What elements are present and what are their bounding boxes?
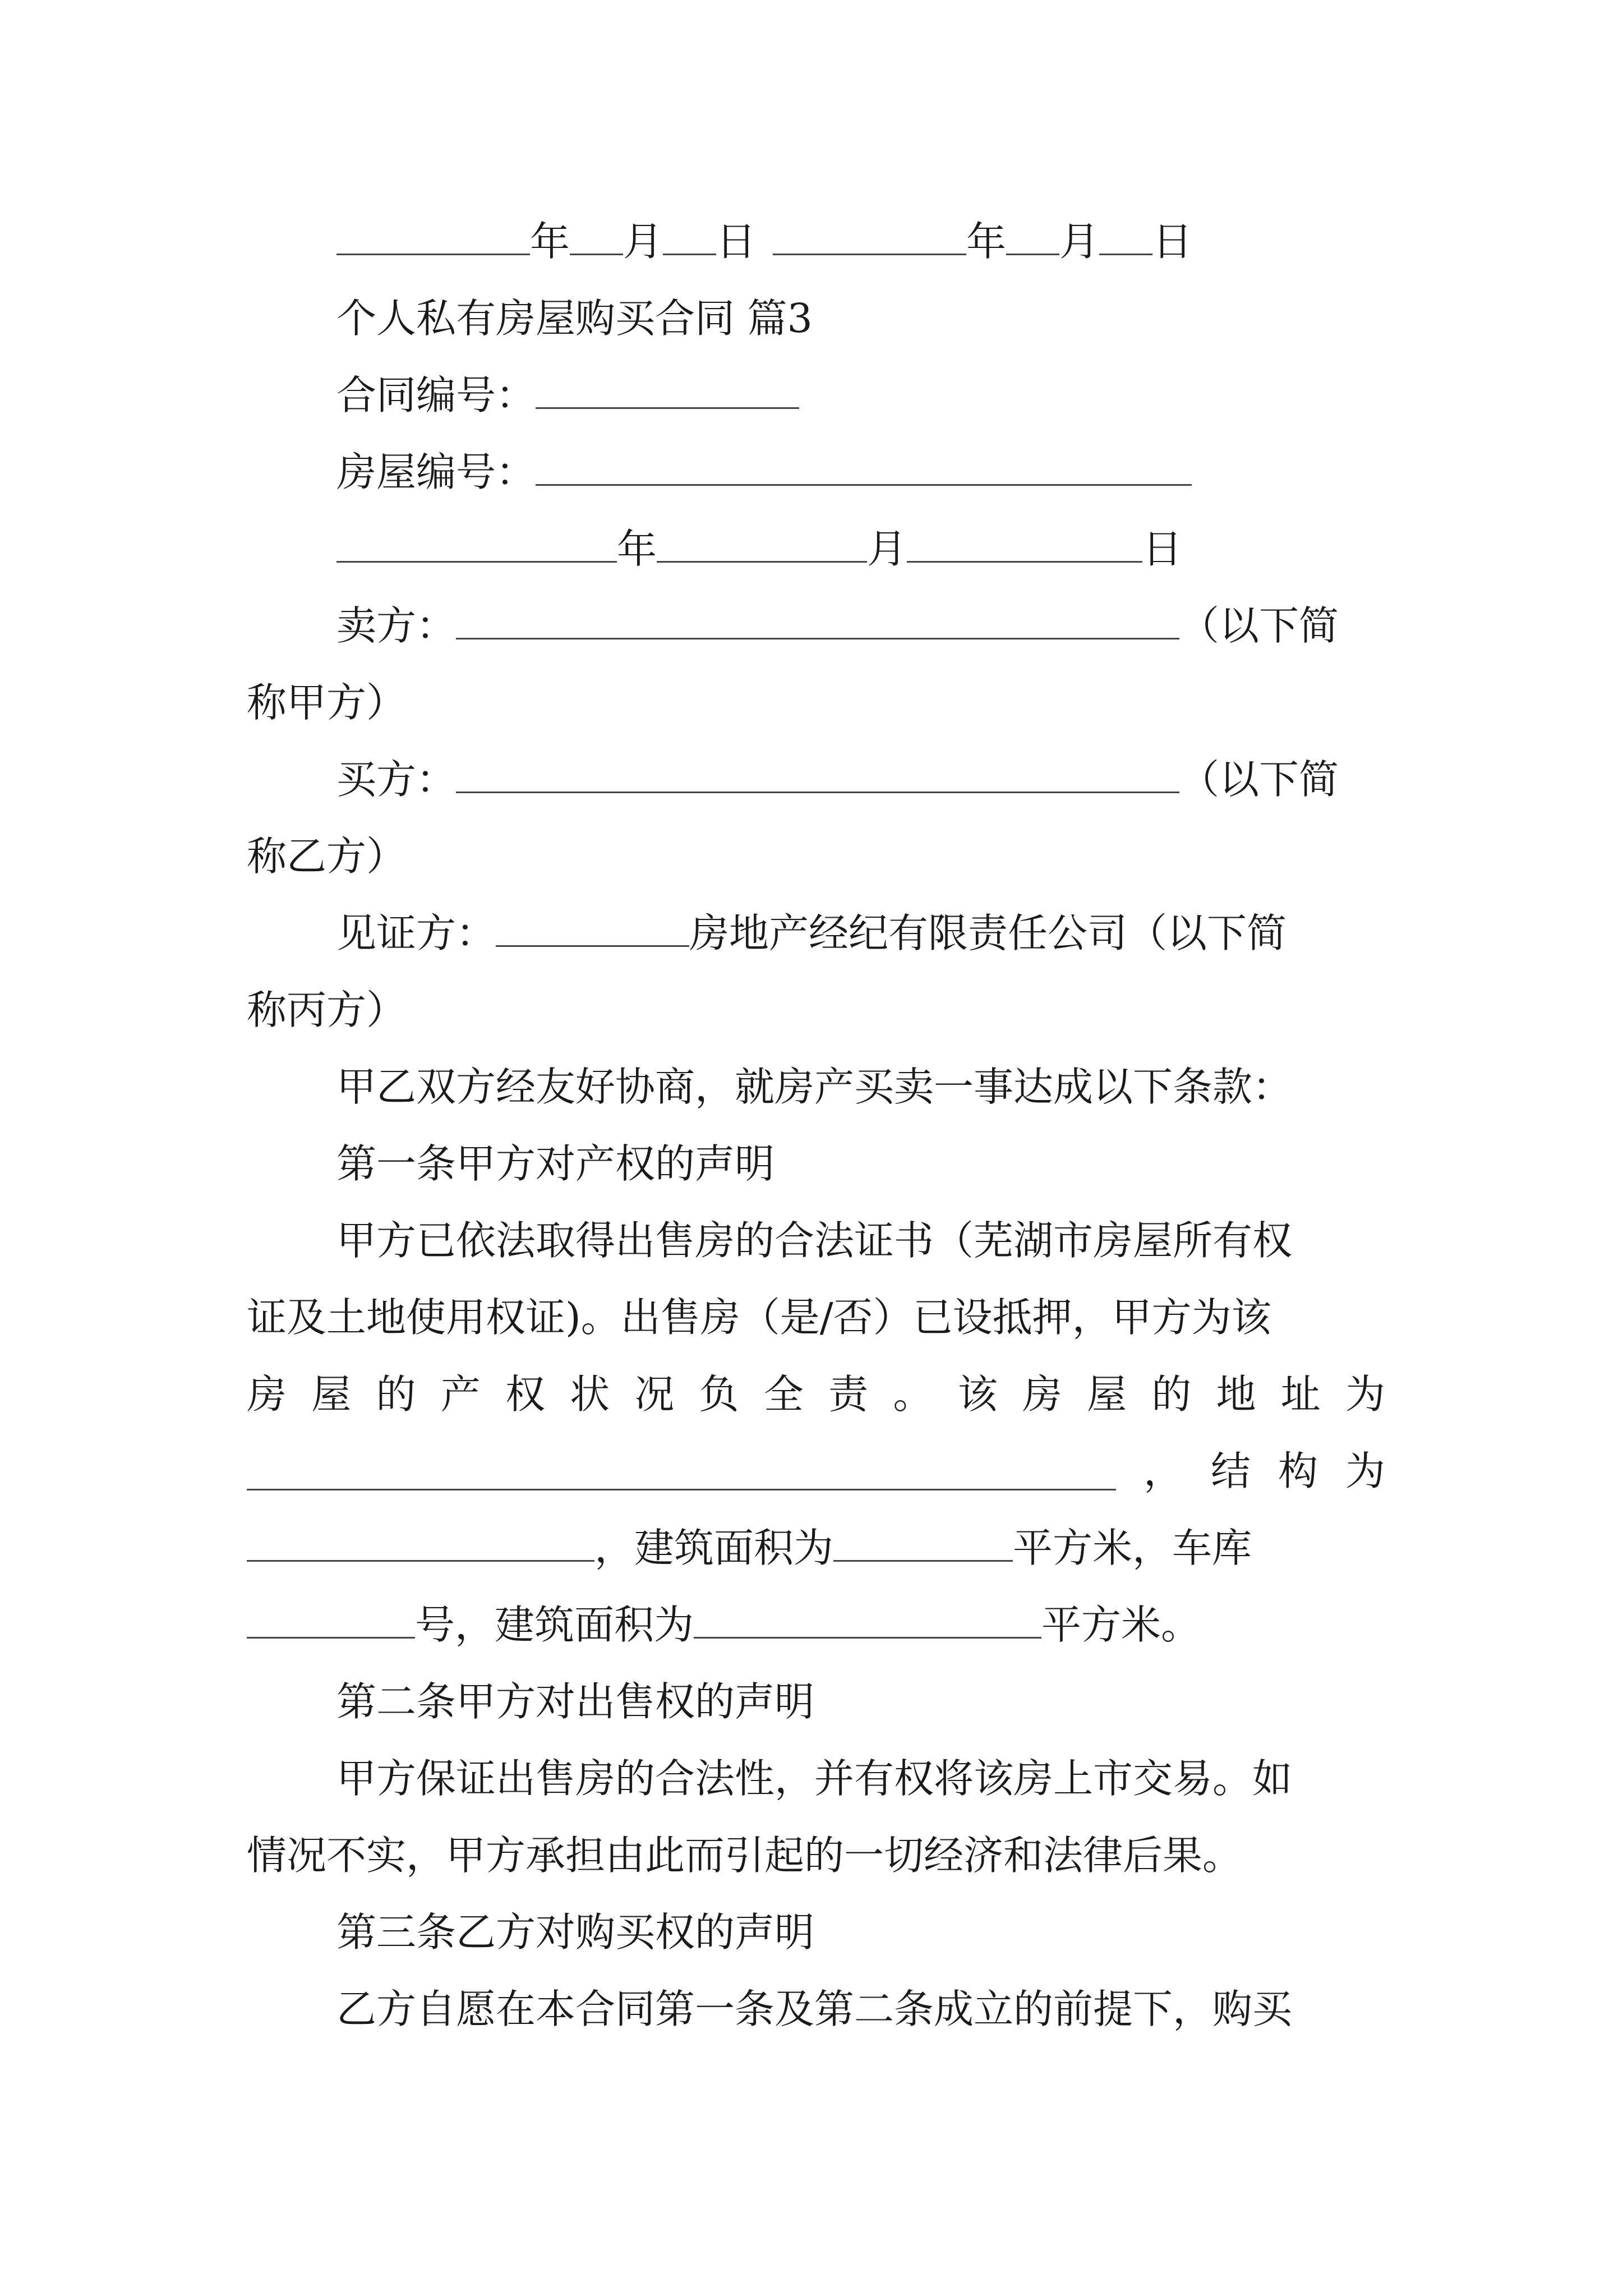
article-1-structure-line: [247, 1438, 1385, 1505]
seller-label: 卖方：: [336, 602, 457, 649]
contract-number-label: 合同编号：: [336, 372, 536, 418]
text-char: 为: [1345, 1371, 1385, 1418]
article-2-text: 甲方保证出售房的合法性，并有权将该房上市交易。如: [336, 1755, 1293, 1802]
text-char: 屋: [1087, 1371, 1127, 1418]
article-3-text: 乙方自愿在本合同第一条及第二条成立的前提下，购买: [336, 1986, 1293, 2032]
witness-continuation: 称丙方）: [247, 987, 407, 1033]
year-label: 年: [530, 218, 570, 265]
text-char: 状: [570, 1371, 610, 1418]
text-char: 该: [957, 1371, 998, 1418]
blank-field: [336, 218, 530, 255]
contract-number-blank: [536, 371, 799, 409]
house-number-blank: [536, 448, 1192, 486]
text-char: 地: [1216, 1371, 1256, 1418]
seller-suffix: （以下简: [1179, 602, 1339, 649]
article-1-text: 甲方已依法取得出售房的合法证书（芜湖市房屋所有权: [336, 1217, 1293, 1264]
buyer-line: [336, 746, 1385, 813]
seller-continuation: 称甲方）: [247, 679, 407, 726]
text-char: 的: [376, 1371, 416, 1418]
day-label: 日: [716, 218, 757, 265]
buyer-blank: [456, 756, 1179, 793]
structure-blank: [247, 1524, 594, 1562]
witness-label: 见证方：: [336, 910, 496, 956]
text-char: 的: [1151, 1371, 1192, 1418]
blank-field: [570, 218, 623, 255]
month-label: 月: [623, 218, 663, 265]
year-label: 年: [966, 218, 1007, 265]
house-number-label: 房屋编号：: [336, 449, 536, 495]
address-blank: [247, 1453, 1116, 1490]
text-char: 房: [247, 1371, 287, 1418]
article-1-heading: 第一条甲方对产权的声明: [336, 1140, 775, 1187]
blank-field: [907, 525, 1142, 563]
text-char: 。: [893, 1371, 933, 1418]
unit-label: 平方米。: [1041, 1602, 1201, 1648]
text-char: 结: [1210, 1448, 1251, 1494]
text-char: 负: [699, 1371, 739, 1418]
blank-field: [1006, 218, 1059, 255]
contract-date-line: [336, 516, 1385, 583]
article-1-address-line: [247, 1361, 1385, 1428]
month-label: 月: [867, 526, 907, 572]
month-label: 月: [1059, 218, 1100, 265]
blank-field: [663, 218, 716, 255]
article-1-area-line: [247, 1515, 1385, 1582]
blank-field: [657, 525, 867, 563]
area-label: ，建筑面积为: [594, 1525, 834, 1571]
text-char: 责: [828, 1371, 869, 1418]
buyer-suffix: （以下简: [1179, 756, 1339, 803]
intro-paragraph: 甲乙双方经友好协商，就房产买卖一事达成以下条款：: [336, 1064, 1293, 1110]
text-char: ，: [1143, 1448, 1183, 1494]
text-char: 房: [1022, 1371, 1062, 1418]
text-char: 产: [440, 1371, 481, 1418]
blank-field: [773, 218, 966, 255]
article-1-garage-line: [247, 1591, 1385, 1659]
text-char: 权: [505, 1371, 545, 1418]
house-number-line: [336, 439, 1385, 506]
seller-blank: [456, 602, 1179, 639]
garage-area-blank: [694, 1601, 1041, 1639]
witness-blank: [496, 909, 689, 947]
day-label: 日: [1142, 526, 1183, 572]
article-3-heading: 第三条乙方对购买权的声明: [336, 1909, 815, 1955]
buyer-continuation: 称乙方）: [247, 833, 407, 880]
area-blank: [833, 1524, 1013, 1562]
text-char: 况: [634, 1371, 675, 1418]
witness-company: 房地产经纪有限责任公司（以下简: [689, 910, 1287, 956]
seller-line: [336, 592, 1385, 660]
contract-number-line: [336, 362, 1385, 429]
blank-field: [1099, 218, 1152, 255]
garage-area-label: 号，建筑面积为: [415, 1602, 694, 1648]
garage-label: 平方米，车库: [1013, 1525, 1252, 1571]
text-char: 全: [763, 1371, 804, 1418]
document-title: 个人私有房屋购买合同 篇3: [336, 295, 813, 342]
article-2-heading: 第二条甲方对出售权的声明: [336, 1678, 815, 1725]
buyer-label: 买方：: [336, 756, 457, 803]
text-char: 为: [1345, 1448, 1385, 1494]
signature-date-line: [336, 208, 1385, 275]
article-2-text: 情况不实，甲方承担由此而引起的一切经济和法律后果。: [247, 1832, 1243, 1879]
text-char: 址: [1280, 1371, 1321, 1418]
year-label: 年: [617, 526, 657, 572]
article-1-text: 证及土地使用权证)。出售房（是/否）已设抵押，甲方为该: [247, 1294, 1271, 1341]
garage-number-blank: [247, 1601, 415, 1639]
text-char: 构: [1278, 1448, 1318, 1494]
text-char: 屋: [311, 1371, 352, 1418]
blank-field: [336, 525, 617, 563]
day-label: 日: [1152, 218, 1193, 265]
witness-line: [336, 900, 1385, 967]
